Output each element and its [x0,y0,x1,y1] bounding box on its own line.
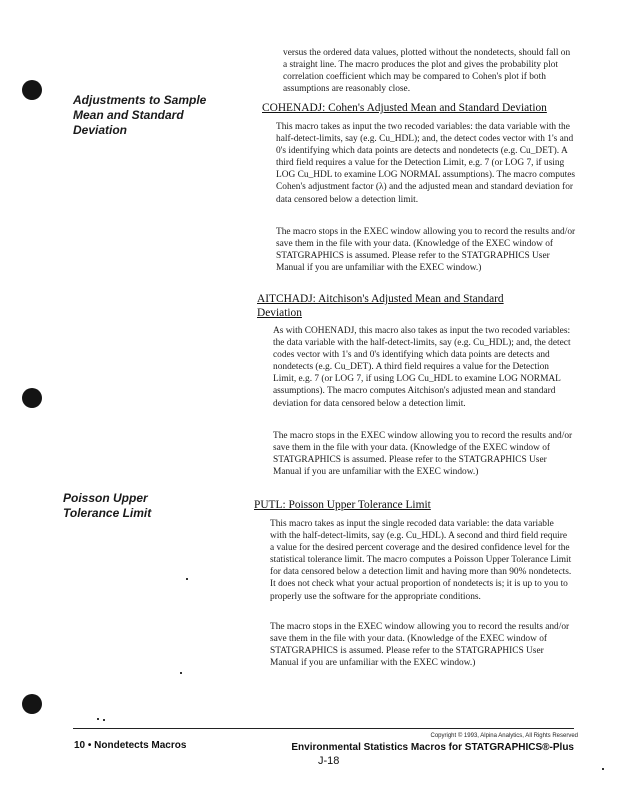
footer-book-title: Environmental Statistics Macros for STATGRAPHICS®-Plus [291,742,574,753]
scan-speck [602,768,604,770]
side-heading-adjustments: Adjustments to Sample Mean and Standard Deviation [73,93,207,137]
scan-speck [186,578,188,580]
binder-hole-top [22,80,42,100]
copyright-notice: Copyright © 1993, Alpina Analytics, All Rights Reserved [430,733,578,739]
footer-page-code: J-18 [318,755,340,767]
binder-hole-bottom [22,694,42,714]
footer-page-label: 10 • Nondetects Macros [74,740,187,751]
cohenadj-paragraph-2: The macro stops in the EXEC window allowing you to record the results and/or save them in the file with your data. (Knowledge of the EXEC window of STATGRAPHICS is assumed. Please refer to the STATGRAPHICS User Manual if you are unfamiliar with the EXEC window.) [276,227,576,274]
section-heading-cohenadj: COHENADJ: Cohen's Adjusted Mean and Standard Deviation [262,102,547,114]
putl-paragraph-2: The macro stops in the EXEC window allowing you to record the results and/or save them in the file with your data. (Knowledge of the EXEC window of STATGRAPHICS is assumed. Please refer to the STATGRAPHICS User Manual if you are unfamiliar with the EXEC window.) [270,622,570,669]
scan-speck [180,672,182,674]
cohenadj-paragraph-1: This macro takes as input the two recoded variables: the data variable with the half-detect-limits, say (e.g. Cu_HDL); and, the detect codes vector with 1's and 0's identifying which data points are detects and nondetects (e.g. Cu_DET). A third field requires a value for the Detection Limit, e.g. 7 (or LOG 7, if using LOG Cu_HDL to examine LOG NORMAL assumptions). The macro computes Cohen's adjustment factor (λ) and the adjusted mean and standard deviation for data censored below a detection limit. [276,122,576,205]
section-heading-putl: PUTL: Poisson Upper Tolerance Limit [254,499,431,511]
aitchadj-paragraph-1: As with COHENADJ, this macro also takes as input the two recoded variables: the data variable with the half-detect-limits, say (e.g. Cu_HDL); and, the detect codes vector with 1's and 0's identifying which data points are detects and nondetects (e.g. Cu_DET). A third field requires a value for the Detection Limit, e.g. 7 (or LOG 7, if using LOG Cu_HDL to examine LOG NORMAL assumptions). The macro computes Aitchison's adjusted mean and standard deviation for data censored below a detection limit. [273,326,571,409]
intro-paragraph: versus the ordered data values, plotted without the nondetects, should fall on a straight line. The macro produces the plot and gives the probability plot correlation coefficient which may be compared to Cohen's plot if both assumptions are reasonably close. [283,48,571,95]
side-heading-poisson: Poisson Upper Tolerance Limit [63,491,152,520]
scan-speck [97,718,99,720]
footer-rule [73,728,574,729]
aitchadj-paragraph-2: The macro stops in the EXEC window allowing you to record the results and/or save them in the file with your data. (Knowledge of the EXEC window of STATGRAPHICS is assumed. Please refer to the STATGRAPHICS User Manual if you are unfamiliar with the EXEC window.) [273,431,573,478]
binder-hole-middle [22,388,42,408]
scan-speck [103,719,105,721]
section-heading-aitchadj: AITCHADJ: Aitchison's Adjusted Mean and Standard Deviation [257,293,504,319]
putl-paragraph-1: This macro takes as input the single recoded data variable: the data variable with the half-detect-limits, say (e.g. Cu_HDL). A second and third field require a value for the desired percent coverage and the desired confidence level for the statistical tolerance limit. The macro computes a Poisson Upper Tolerance Limit for data censored below a detection limit and having more than 90% nondetects. It does not check what your actual proportion of nondetects is; it is up to you to properly use the software for the appropriate conditions. [270,519,572,602]
